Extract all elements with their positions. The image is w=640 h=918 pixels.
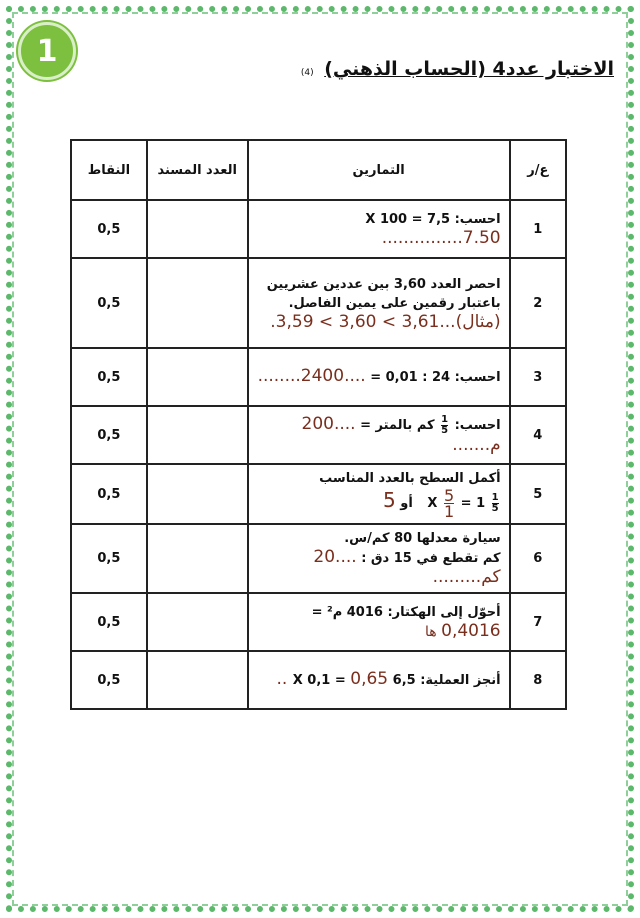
fraction [441, 415, 448, 436]
title-sub: (4) [300, 68, 314, 78]
row-exercise [248, 593, 510, 651]
row-exercise [248, 464, 510, 524]
row-num: 2 [510, 258, 566, 348]
handwritten-answer: (مثال)...3,61 > 3,60 > 3,59. [270, 311, 501, 332]
table-row [71, 464, 566, 524]
title-main: الاختبار عدد4 (الحساب الذهني) [324, 58, 614, 80]
page-number-badge: 1 [18, 22, 76, 80]
header-points: النقاط [71, 140, 147, 200]
row-num: 7 [510, 593, 566, 651]
exercise-text: احسب: [454, 417, 501, 433]
handwritten-answer: 5 [383, 488, 396, 512]
row-num: 8 [510, 651, 566, 709]
header-score: العدد المسند [147, 140, 248, 200]
fraction-denominator: 1 [443, 502, 455, 521]
exercise-line: أكمل السطح بالعدد المناسب [319, 471, 501, 486]
score-cell [147, 593, 248, 651]
handwritten-answer: 0,4016 [441, 620, 501, 641]
table-row [71, 593, 566, 651]
header-exercises: التمارين [248, 140, 510, 200]
row-exercise [248, 200, 510, 258]
row-points: 0,5 [71, 406, 147, 464]
score-cell [147, 200, 248, 258]
score-cell [147, 464, 248, 524]
table-row [71, 348, 566, 406]
row-num: 5 [510, 464, 566, 524]
handwritten-answer: ....200 م....... [301, 413, 501, 455]
table-row [71, 524, 566, 593]
fraction-numerator: 1 [441, 413, 449, 425]
fraction [492, 493, 499, 514]
row-exercise [248, 524, 510, 593]
row-num: 4 [510, 406, 566, 464]
handwritten-answer: ....2400........ [257, 366, 366, 386]
exercise-text: كم بالمتر = [355, 417, 435, 433]
exercise-text: أنجز العملية: 6,5 X 0,1 = [292, 673, 501, 688]
exercise-line: احصر العدد 3,60 بين عددين عشريين [266, 276, 501, 292]
equals-text: = 1 [460, 496, 486, 511]
handwritten-unit: ها [424, 623, 437, 640]
score-cell [147, 406, 248, 464]
handwritten-answer: 0,65 .. [276, 669, 389, 689]
row-points: 0,5 [71, 348, 147, 406]
row-num: 6 [510, 524, 566, 593]
handwritten-answer: .......7.50........ [381, 227, 501, 248]
table-header-row [71, 140, 566, 200]
row-points: 0,5 [71, 524, 147, 593]
operator: X [427, 496, 438, 511]
row-exercise [248, 258, 510, 348]
score-cell [147, 651, 248, 709]
table-row [71, 406, 566, 464]
row-exercise [248, 651, 510, 709]
fraction-numerator: 5 [443, 486, 455, 505]
row-points: 0,5 [71, 651, 147, 709]
fraction-numerator: 1 [491, 492, 499, 503]
row-exercise [248, 406, 510, 464]
row-points: 0,5 [71, 200, 147, 258]
score-cell [147, 258, 248, 348]
page-title [301, 58, 614, 80]
header-num: ع/ر [510, 140, 566, 200]
row-exercise [248, 348, 510, 406]
score-cell [147, 524, 248, 593]
exercise-table [70, 139, 567, 710]
row-points: 0,5 [71, 258, 147, 348]
table-row [71, 651, 566, 709]
exercise-equation [257, 488, 501, 519]
fraction-denominator: 5 [441, 424, 449, 436]
table-row [71, 258, 566, 348]
exercise-text: احسب: 7,5 X 100 = [365, 211, 501, 227]
row-num: 1 [510, 200, 566, 258]
handwritten-fraction [444, 488, 454, 519]
exercise-text: كم تقطع في 15 دق : [356, 551, 501, 566]
score-cell [147, 348, 248, 406]
exercise-line: سيارة معدلها 80 كم/س. [344, 531, 501, 546]
exercise-line: باعتبار رقمين على يمين الفاصل. [288, 295, 501, 311]
exercise-line-with-answer [257, 548, 501, 588]
fraction-denominator: 5 [491, 503, 499, 514]
row-num: 3 [510, 348, 566, 406]
handwritten-answer: ....20 كم......... [313, 547, 501, 587]
row-points: 0,5 [71, 593, 147, 651]
row-points: 0,5 [71, 464, 147, 524]
exercise-text: أحوّل إلى الهكتار: 4016 م² = [311, 604, 501, 620]
table-row [71, 200, 566, 258]
or-text: أو [400, 496, 413, 511]
exercise-text: احسب: 24 : 0,01 = [365, 370, 501, 385]
